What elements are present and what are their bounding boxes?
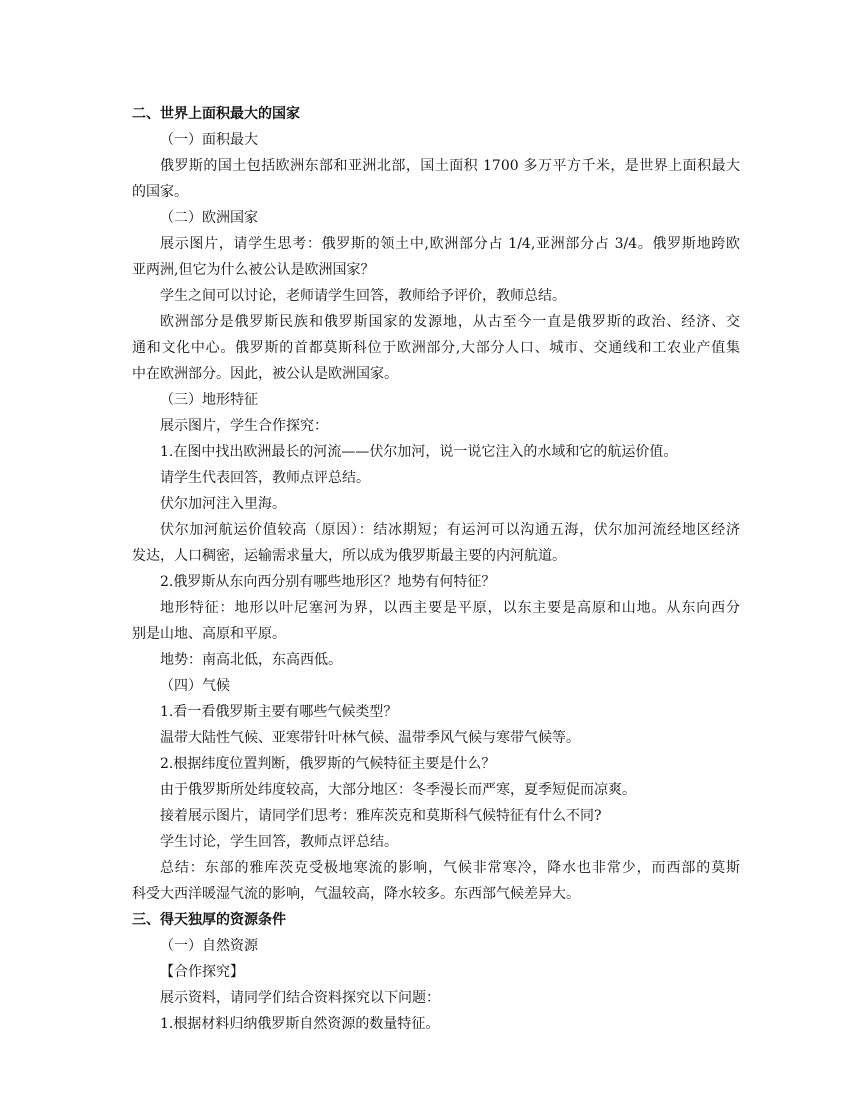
paragraph-terrain-feature-line-2: 别是山地、高原和平原。 (132, 626, 286, 642)
paragraph-climate-types: 温带大陆性气候、亚寒带针叶林气候、温带季风气候与寒带气候等。 (160, 730, 580, 746)
paragraph-compare-cities: 接着展示图片，请同学们思考：雅库茨克和莫斯科气候特征有什么不同? (160, 808, 602, 824)
paragraph-summary-line-2: 科受大西洋暖湿气流的影响，气温较高，降水较多。东西部气候差异大。 (132, 886, 580, 902)
paragraph-origin-line-2: 通和文化中心。俄罗斯的首都莫斯科位于欧洲部分,大部分人口、城市、交通线和工农业产值集 (132, 340, 740, 356)
document-body (132, 101, 740, 1037)
paragraph-volga-caspian: 伏尔加河注入里海。 (160, 496, 286, 512)
question-2-climate-feature: 2.根据纬度位置判断，俄罗斯的气候特征主要是什么？ (160, 756, 496, 772)
paragraph-europe-line-1: 展示图片，请学生思考：俄罗斯的领土中,欧洲部分占 1/4,亚洲部分占 3/4。俄罗斯地跨欧 (160, 236, 740, 252)
subheading-europe: （二）欧洲国家 (160, 210, 258, 226)
section-heading-2: 二、世界上面积最大的国家 (132, 106, 300, 122)
paragraph-area-line-1: 俄罗斯的国土包括欧洲东部和亚洲北部，国土面积 1700 多万平方千米，是世界上面积最大 (160, 158, 740, 174)
paragraph-slope: 地势：南高北低，东高西低。 (160, 652, 342, 668)
paragraph-student-answer: 请学生代表回答，教师点评总结。 (160, 470, 370, 486)
paragraph-discussion: 学生之间可以讨论，老师请学生回答，教师给予评价，教师总结。 (160, 288, 566, 304)
paragraph-europe-line-2: 亚两洲,但它为什么被公认是欧洲国家？ (132, 262, 375, 278)
paragraph-origin-line-3: 中在欧洲部分。因此，被公认是欧洲国家。 (132, 366, 398, 382)
paragraph-climate-feature: 由于俄罗斯所处纬度较高，大部分地区：冬季漫长而严寒，夏季短促而凉爽。 (160, 782, 636, 798)
subheading-area: （一）面积最大 (160, 132, 258, 148)
question-1-volga: 1.在图中找出欧洲最长的河流——伏尔加河，说一说它注入的水域和它的航运价值。 (160, 444, 678, 460)
paragraph-terrain-intro: 展示图片，学生合作探究： (160, 418, 328, 434)
paragraph-terrain-feature-line-1: 地形特征：地形以叶尼塞河为界，以西主要是平原，以东主要是高原和山地。从东向西分 (160, 600, 740, 616)
paragraph-volga-value-line-1: 伏尔加河航运价值较高（原因）：结冰期短；有运河可以沟通五海，伏尔加河流经地区经济 (160, 522, 740, 538)
section-heading-3: 三、得天独厚的资源条件 (132, 912, 286, 928)
question-2-regions: 2.俄罗斯从东向西分别有哪些地形区？地势有何特征？ (160, 574, 496, 590)
subheading-terrain: （三）地形特征 (160, 392, 258, 408)
subheading-natural-resources: （一）自然资源 (160, 938, 258, 954)
subheading-climate: （四）气候 (160, 678, 230, 694)
question-1-climate-types: 1.看一看俄罗斯主要有哪些气候类型？ (160, 704, 398, 720)
paragraph-area-line-2: 的国家。 (132, 184, 188, 200)
paragraph-discussion-2: 学生讨论，学生回答，教师点评总结。 (160, 834, 398, 850)
paragraph-summary-line-1: 总结：东部的雅库茨克受极地寒流的影响，气候非常寒冷，降水也非常少，而西部的莫斯 (160, 860, 740, 876)
paragraph-volga-value-line-2: 发达，人口稠密，运输需求量大，所以成为俄罗斯最主要的内河航道。 (132, 548, 566, 564)
label-cooperative-inquiry: 【合作探究】 (160, 964, 244, 980)
paragraph-origin-line-1: 欧洲部分是俄罗斯民族和俄罗斯国家的发源地，从古至今一直是俄罗斯的政治、经济、交 (160, 314, 740, 330)
question-1-resources: 1.根据材料归纳俄罗斯自然资源的数量特征。 (160, 1016, 440, 1032)
paragraph-resources-intro: 展示资料，请同学们结合资料探究以下问题： (160, 990, 440, 1006)
